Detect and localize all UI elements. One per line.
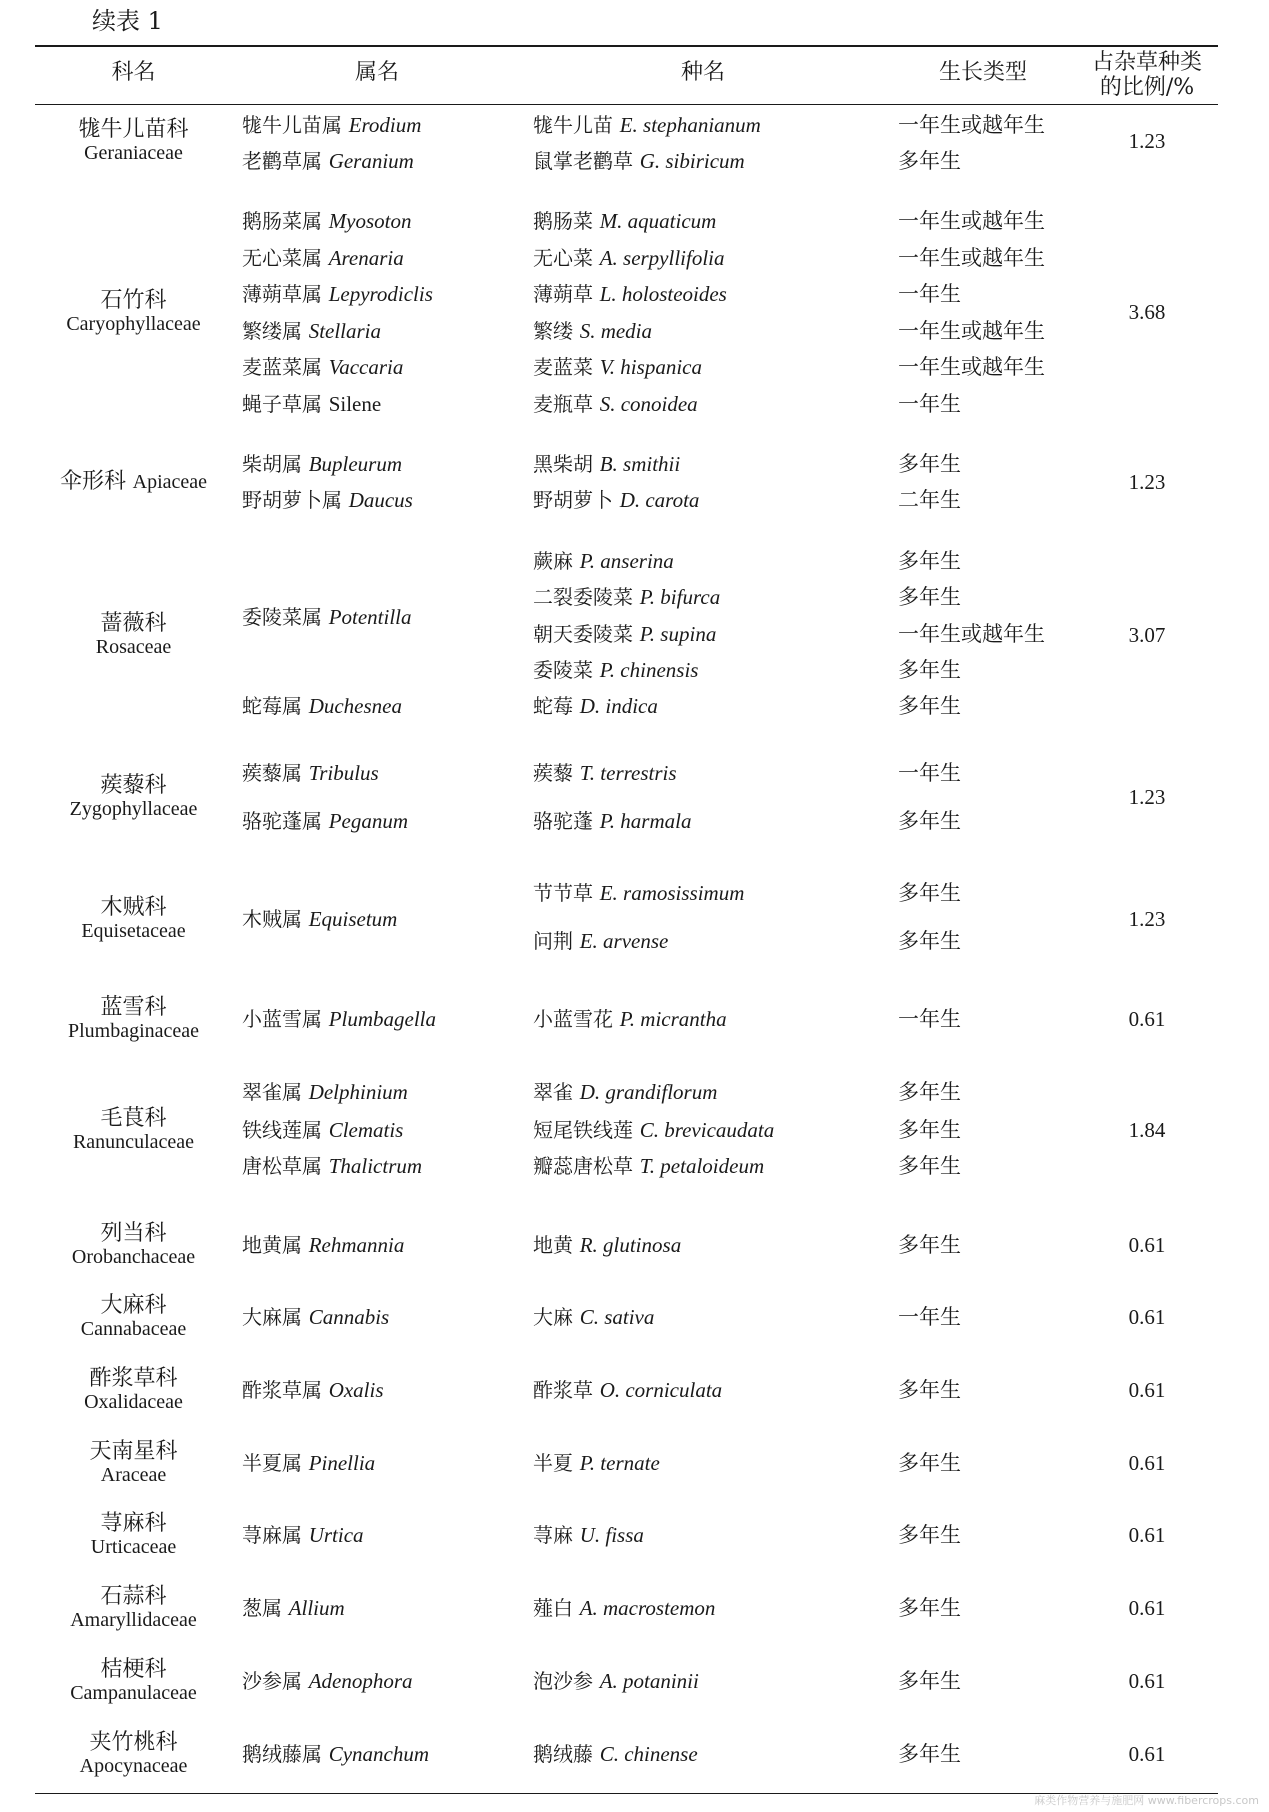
- species-name-cn: 麦瓶草: [533, 392, 593, 416]
- growth-type: 一年生或越年生: [898, 113, 1045, 137]
- growth-type: 多年生: [898, 1451, 961, 1475]
- growth-type: 一年生: [898, 1007, 961, 1031]
- growth-type: 一年生或越年生: [898, 246, 1045, 270]
- species-name-latin: P. chinensis: [599, 658, 699, 682]
- genus-name-latin: Rehmannia: [308, 1233, 405, 1257]
- family-name-latin: Zygophyllaceae: [69, 798, 198, 820]
- family-name-cn: 蔷薇科: [100, 611, 167, 636]
- genus-name-cn: 地黄属: [242, 1233, 302, 1257]
- genus-cell: [242, 1593, 345, 1623]
- genus-name-cn: 大麻属: [242, 1305, 302, 1329]
- species-cell: [533, 1115, 774, 1145]
- genus-name-latin: Myosoton: [328, 209, 412, 233]
- species-name-cn: 翠雀: [533, 1080, 573, 1104]
- ratio-value: 0.61: [1128, 1305, 1166, 1329]
- species-cell: [533, 1077, 717, 1107]
- family-name-cn: 蒺藜科: [100, 773, 167, 798]
- family-cell: [36, 774, 231, 820]
- growth-type: 二年生: [898, 488, 961, 512]
- species-name-cn: 泡沙参: [533, 1669, 593, 1693]
- family-name-cn: 夹竹桃科: [89, 1730, 178, 1755]
- growth-type: 多年生: [898, 881, 961, 905]
- genus-name-latin: Potentilla: [328, 605, 412, 629]
- genus-name-latin: Silene: [328, 392, 382, 416]
- genus-name-latin: Arenaria: [328, 246, 404, 270]
- genus-name-latin: Pinellia: [308, 1451, 376, 1475]
- family-name-latin: Amaryllidaceae: [70, 1609, 197, 1631]
- genus-cell: [242, 1375, 384, 1405]
- genus-name-latin: Cynanchum: [328, 1742, 430, 1766]
- genus-name-latin: Plumbagella: [328, 1007, 437, 1031]
- growth-type: 一年生: [898, 392, 961, 416]
- genus-name-cn: 柴胡属: [242, 452, 302, 476]
- species-cell: [533, 1593, 715, 1623]
- family-name-latin: Rosaceae: [95, 636, 172, 658]
- family-name-cn: 伞形科: [59, 469, 126, 494]
- species-name-cn: 小蓝雪花: [533, 1007, 613, 1031]
- genus-cell: [242, 449, 402, 479]
- family-cell: [36, 1512, 231, 1558]
- genus-name-latin: Daucus: [348, 488, 413, 512]
- genus-cell: [242, 206, 412, 236]
- genus-name-cn: 蛇莓属: [242, 694, 302, 718]
- species-cell: [533, 389, 698, 419]
- family-cell: [36, 1222, 231, 1268]
- family-name-cn: 荨麻科: [100, 1511, 167, 1536]
- growth-type: 多年生: [898, 549, 961, 573]
- ratio-value: 3.68: [1128, 300, 1166, 324]
- genus-cell: [242, 1739, 429, 1769]
- species-cell: [533, 1302, 654, 1332]
- genus-name-latin: Bupleurum: [308, 452, 403, 476]
- genus-name-cn: 酢浆草属: [242, 1378, 322, 1402]
- growth-type: 多年生: [898, 1378, 961, 1402]
- genus-cell: [242, 1151, 422, 1181]
- growth-type: 一年生或越年生: [898, 319, 1045, 343]
- species-name-latin: A. macrostemon: [579, 1596, 716, 1620]
- species-name-cn: 鹅绒藤: [533, 1742, 593, 1766]
- species-cell: [533, 655, 698, 685]
- growth-type: 多年生: [898, 694, 961, 718]
- family-name-latin: Oxalidaceae: [84, 1391, 183, 1413]
- species-name-cn: 委陵菜: [533, 658, 593, 682]
- species-name-latin: M. aquaticum: [599, 209, 717, 233]
- genus-cell: [242, 389, 381, 419]
- growth-type: 多年生: [898, 1233, 961, 1257]
- family-cell: [36, 1107, 231, 1153]
- genus-name-latin: Geranium: [328, 149, 414, 173]
- family-name-cn: 酢浆草科: [89, 1366, 178, 1391]
- species-name-latin: D. grandiflorum: [579, 1080, 718, 1104]
- species-name-latin: D. carota: [619, 488, 700, 512]
- genus-name-cn: 葱属: [242, 1596, 282, 1620]
- header-ratio: 占杂草种类的比例/%: [1091, 50, 1202, 100]
- growth-type: 多年生: [898, 809, 961, 833]
- watermark: 麻类作物营养与施肥网 www.fibercrops.com: [1034, 1794, 1259, 1807]
- species-name-latin: O. corniculata: [599, 1378, 723, 1402]
- family-name-cn: 石蒜科: [100, 1584, 167, 1609]
- species-cell: [533, 1666, 699, 1696]
- family-cell: [36, 896, 231, 942]
- family-name-cn: 木贼科: [100, 895, 167, 920]
- family-name-latin: Campanulaceae: [70, 1682, 197, 1704]
- species-name-cn: 薄蒴草: [533, 282, 593, 306]
- genus-cell: [242, 758, 379, 788]
- species-cell: [533, 806, 691, 836]
- species-cell: [533, 1151, 764, 1181]
- species-name-latin: P. bifurca: [639, 585, 721, 609]
- species-name-cn: 无心菜: [533, 246, 593, 270]
- genus-cell: [242, 691, 402, 721]
- family-cell: [36, 1731, 231, 1777]
- family-name-cn: 牻牛儿苗科: [78, 117, 189, 142]
- genus-name-latin: Clematis: [328, 1118, 404, 1142]
- genus-name-latin: Cannabis: [308, 1305, 390, 1329]
- header-species: 种名: [680, 60, 725, 85]
- growth-type: 多年生: [898, 149, 961, 173]
- genus-name-latin: Thalictrum: [328, 1154, 423, 1178]
- ratio-value: 1.23: [1128, 470, 1166, 494]
- family-name-latin: Cannabaceae: [80, 1318, 187, 1340]
- genus-name-cn: 唐松草属: [242, 1154, 322, 1178]
- genus-name-cn: 翠雀属: [242, 1080, 302, 1104]
- family-name-cn: 天南星科: [89, 1439, 178, 1464]
- species-name-cn: 麦蓝菜: [533, 355, 593, 379]
- header-genus: 属名: [354, 60, 399, 85]
- species-name-latin: T. petaloideum: [639, 1154, 765, 1178]
- genus-name-latin: Equisetum: [308, 907, 398, 931]
- species-cell: [533, 206, 716, 236]
- species-name-latin: P. micrantha: [619, 1007, 727, 1031]
- genus-cell: [242, 316, 381, 346]
- species-name-cn: 短尾铁线莲: [533, 1118, 633, 1142]
- genus-cell: [242, 1448, 375, 1478]
- genus-cell: [242, 904, 397, 934]
- genus-name-cn: 荨麻属: [242, 1523, 302, 1547]
- growth-type: 一年生: [898, 282, 961, 306]
- species-name-latin: R. glutinosa: [579, 1233, 682, 1257]
- ratio-value: 1.23: [1128, 907, 1166, 931]
- genus-cell: [242, 1004, 436, 1034]
- family-name-latin: Araceae: [100, 1464, 167, 1486]
- genus-cell: [242, 243, 404, 273]
- family-name-cn: 石竹科: [100, 288, 167, 313]
- species-name-latin: P. harmala: [599, 809, 692, 833]
- species-name-cn: 朝天委陵菜: [533, 622, 633, 646]
- genus-name-cn: 半夏属: [242, 1451, 302, 1475]
- ratio-value: 1.23: [1128, 129, 1166, 153]
- genus-name-cn: 无心菜属: [242, 246, 322, 270]
- family-name-latin: Apiaceae: [132, 471, 208, 493]
- genus-cell: [242, 352, 403, 382]
- species-name-cn: 骆驼蓬: [533, 809, 593, 833]
- genus-name-cn: 野胡萝卜属: [242, 488, 342, 512]
- family-name-cn: 桔梗科: [100, 1657, 167, 1682]
- species-name-latin: E. stephanianum: [619, 113, 761, 137]
- genus-cell: [242, 1302, 389, 1332]
- species-name-cn: 繁缕: [533, 319, 573, 343]
- family-cell: [36, 612, 231, 658]
- species-cell: [533, 758, 677, 788]
- species-cell: [533, 546, 674, 576]
- growth-type: 多年生: [898, 585, 961, 609]
- growth-type: 多年生: [898, 1154, 961, 1178]
- genus-cell: [242, 279, 433, 309]
- growth-type: 多年生: [898, 1118, 961, 1142]
- genus-cell: [242, 1115, 403, 1145]
- genus-name-cn: 骆驼蓬属: [242, 809, 322, 833]
- family-name-latin: Orobanchaceae: [71, 1246, 196, 1268]
- family-name-cn: 大麻科: [100, 1293, 167, 1318]
- genus-name-cn: 蝇子草属: [242, 392, 322, 416]
- growth-type: 多年生: [898, 929, 961, 953]
- species-name-cn: 蕨麻: [533, 549, 573, 573]
- family-cell: [36, 1658, 231, 1704]
- species-name-latin: S. media: [579, 319, 653, 343]
- species-name-latin: A. potaninii: [599, 1669, 699, 1693]
- genus-name-latin: Lepyrodiclis: [328, 282, 433, 306]
- species-cell: [533, 926, 668, 956]
- genus-name-cn: 繁缕属: [242, 319, 302, 343]
- genus-name-latin: Allium: [288, 1596, 345, 1620]
- genus-cell: [242, 1077, 408, 1107]
- header-growth: 生长类型: [938, 60, 1027, 85]
- family-cell: [36, 1585, 231, 1631]
- species-cell: [533, 1520, 644, 1550]
- species-name-latin: P. anserina: [579, 549, 674, 573]
- species-name-latin: P. ternate: [579, 1451, 660, 1475]
- family-name-latin: Caryophyllaceae: [66, 313, 201, 335]
- growth-type: 一年生或越年生: [898, 622, 1045, 646]
- genus-name-cn: 牻牛儿苗属: [242, 113, 342, 137]
- family-cell: [36, 1294, 231, 1340]
- family-name-latin: Ranunculaceae: [72, 1131, 195, 1153]
- species-name-cn: 蛇莓: [533, 694, 573, 718]
- species-name-cn: 鹅肠菜: [533, 209, 593, 233]
- growth-type: 一年生: [898, 1305, 961, 1329]
- genus-name-cn: 委陵菜属: [242, 605, 322, 629]
- genus-name-latin: Stellaria: [308, 319, 382, 343]
- species-name-cn: 蒺藜: [533, 761, 573, 785]
- family-name-latin: Plumbaginaceae: [67, 1020, 200, 1042]
- family-cell: [36, 469, 231, 494]
- ratio-value: 0.61: [1128, 1669, 1166, 1693]
- species-name-latin: D. indica: [579, 694, 658, 718]
- genus-name-cn: 鹅绒藤属: [242, 1742, 322, 1766]
- ratio-value: 1.84: [1128, 1118, 1166, 1142]
- family-cell: [36, 996, 231, 1042]
- species-cell: [533, 878, 744, 908]
- ratio-value: 1.23: [1128, 785, 1166, 809]
- species-name-cn: 二裂委陵菜: [533, 585, 633, 609]
- genus-name-cn: 木贼属: [242, 907, 302, 931]
- species-cell: [533, 485, 699, 515]
- family-cell: [36, 1367, 231, 1413]
- genus-name-latin: Tribulus: [308, 761, 379, 785]
- genus-name-cn: 老鹳草属: [242, 149, 322, 173]
- species-name-latin: U. fissa: [579, 1523, 644, 1547]
- growth-type: 多年生: [898, 1523, 961, 1547]
- species-cell: [533, 619, 716, 649]
- table-caption: 续表 1: [92, 7, 163, 35]
- species-name-latin: T. terrestris: [579, 761, 677, 785]
- growth-type: 多年生: [898, 1080, 961, 1104]
- genus-name-latin: Urtica: [308, 1523, 364, 1547]
- genus-cell: [242, 806, 408, 836]
- species-cell: [533, 582, 720, 612]
- species-name-latin: V. hispanica: [599, 355, 702, 379]
- family-name-cn: 列当科: [100, 1221, 167, 1246]
- genus-name-latin: Peganum: [328, 809, 409, 833]
- species-cell: [533, 110, 761, 140]
- header-family: 科名: [111, 60, 156, 85]
- species-name-cn: 鼠掌老鹳草: [533, 149, 633, 173]
- species-name-cn: 野胡萝卜: [533, 488, 613, 512]
- species-name-latin: L. holosteoides: [599, 282, 727, 306]
- species-name-latin: G. sibiricum: [639, 149, 745, 173]
- species-name-cn: 问荆: [533, 929, 573, 953]
- family-name-latin: Urticaceae: [90, 1536, 177, 1558]
- growth-type: 一年生或越年生: [898, 209, 1045, 233]
- family-name-cn: 蓝雪科: [100, 995, 167, 1020]
- genus-name-latin: Vaccaria: [328, 355, 404, 379]
- genus-cell: [242, 146, 414, 176]
- species-name-cn: 薤白: [533, 1596, 573, 1620]
- species-name-latin: S. conoidea: [599, 392, 698, 416]
- genus-name-cn: 沙参属: [242, 1669, 302, 1693]
- family-name-latin: Equisetaceae: [81, 920, 186, 942]
- species-name-latin: C. brevicaudata: [639, 1118, 775, 1142]
- genus-cell: [242, 1230, 404, 1260]
- genus-cell: [242, 110, 421, 140]
- species-cell: [533, 1230, 681, 1260]
- species-name-latin: E. ramosissimum: [599, 881, 745, 905]
- species-cell: [533, 146, 745, 176]
- species-cell: [533, 1739, 698, 1769]
- growth-type: 多年生: [898, 1596, 961, 1620]
- species-name-latin: C. chinense: [599, 1742, 698, 1766]
- genus-name-cn: 薄蒴草属: [242, 282, 322, 306]
- genus-name-latin: Erodium: [348, 113, 422, 137]
- genus-cell: [242, 602, 412, 632]
- growth-type: 多年生: [898, 658, 961, 682]
- species-name-cn: 荨麻: [533, 1523, 573, 1547]
- species-name-cn: 牻牛儿苗: [533, 113, 613, 137]
- genus-name-latin: Oxalis: [328, 1378, 384, 1402]
- genus-name-latin: Delphinium: [308, 1080, 408, 1104]
- ratio-value: 0.61: [1128, 1007, 1166, 1031]
- species-name-latin: E. arvense: [579, 929, 669, 953]
- species-name-latin: A. serpyllifolia: [599, 246, 725, 270]
- ratio-value: 0.61: [1128, 1742, 1166, 1766]
- species-name-cn: 酢浆草: [533, 1378, 593, 1402]
- family-name-latin: Apocynaceae: [79, 1755, 188, 1777]
- family-name-cn: 毛茛科: [100, 1106, 167, 1131]
- genus-name-latin: Adenophora: [308, 1669, 413, 1693]
- ratio-value: 0.61: [1128, 1378, 1166, 1402]
- species-cell: [533, 691, 658, 721]
- species-name-cn: 地黄: [533, 1233, 573, 1257]
- ratio-value: 3.07: [1128, 623, 1166, 647]
- ratio-value: 0.61: [1128, 1451, 1166, 1475]
- species-name-cn: 节节草: [533, 881, 593, 905]
- species-name-latin: B. smithii: [599, 452, 681, 476]
- species-cell: [533, 449, 680, 479]
- family-cell: [36, 1440, 231, 1486]
- ratio-value: 0.61: [1128, 1233, 1166, 1257]
- species-cell: [533, 243, 725, 273]
- species-cell: [533, 1375, 722, 1405]
- genus-cell: [242, 1666, 413, 1696]
- species-name-cn: 黑柴胡: [533, 452, 593, 476]
- genus-name-latin: Duchesnea: [308, 694, 402, 718]
- species-cell: [533, 1448, 660, 1478]
- family-cell: [36, 118, 231, 164]
- family-name-latin: Geraniaceae: [84, 142, 183, 164]
- genus-name-cn: 小蓝雪属: [242, 1007, 322, 1031]
- growth-type: 一年生或越年生: [898, 355, 1045, 379]
- family-cell: [36, 289, 231, 335]
- growth-type: 多年生: [898, 1669, 961, 1693]
- species-name-latin: C. sativa: [579, 1305, 655, 1329]
- genus-name-cn: 蒺藜属: [242, 761, 302, 785]
- species-cell: [533, 279, 727, 309]
- genus-name-cn: 铁线莲属: [242, 1118, 322, 1142]
- species-cell: [533, 352, 702, 382]
- genus-cell: [242, 485, 413, 515]
- growth-type: 多年生: [898, 1742, 961, 1766]
- growth-type: 多年生: [898, 452, 961, 476]
- genus-cell: [242, 1520, 364, 1550]
- species-cell: [533, 316, 652, 346]
- genus-name-cn: 鹅肠菜属: [242, 209, 322, 233]
- ratio-value: 0.61: [1128, 1523, 1166, 1547]
- species-name-cn: 瓣蕊唐松草: [533, 1154, 633, 1178]
- genus-name-cn: 麦蓝菜属: [242, 355, 322, 379]
- growth-type: 一年生: [898, 761, 961, 785]
- species-name-cn: 半夏: [533, 1451, 573, 1475]
- species-name-latin: P. supina: [639, 622, 717, 646]
- ratio-value: 0.61: [1128, 1596, 1166, 1620]
- species-cell: [533, 1004, 727, 1034]
- species-name-cn: 大麻: [533, 1305, 573, 1329]
